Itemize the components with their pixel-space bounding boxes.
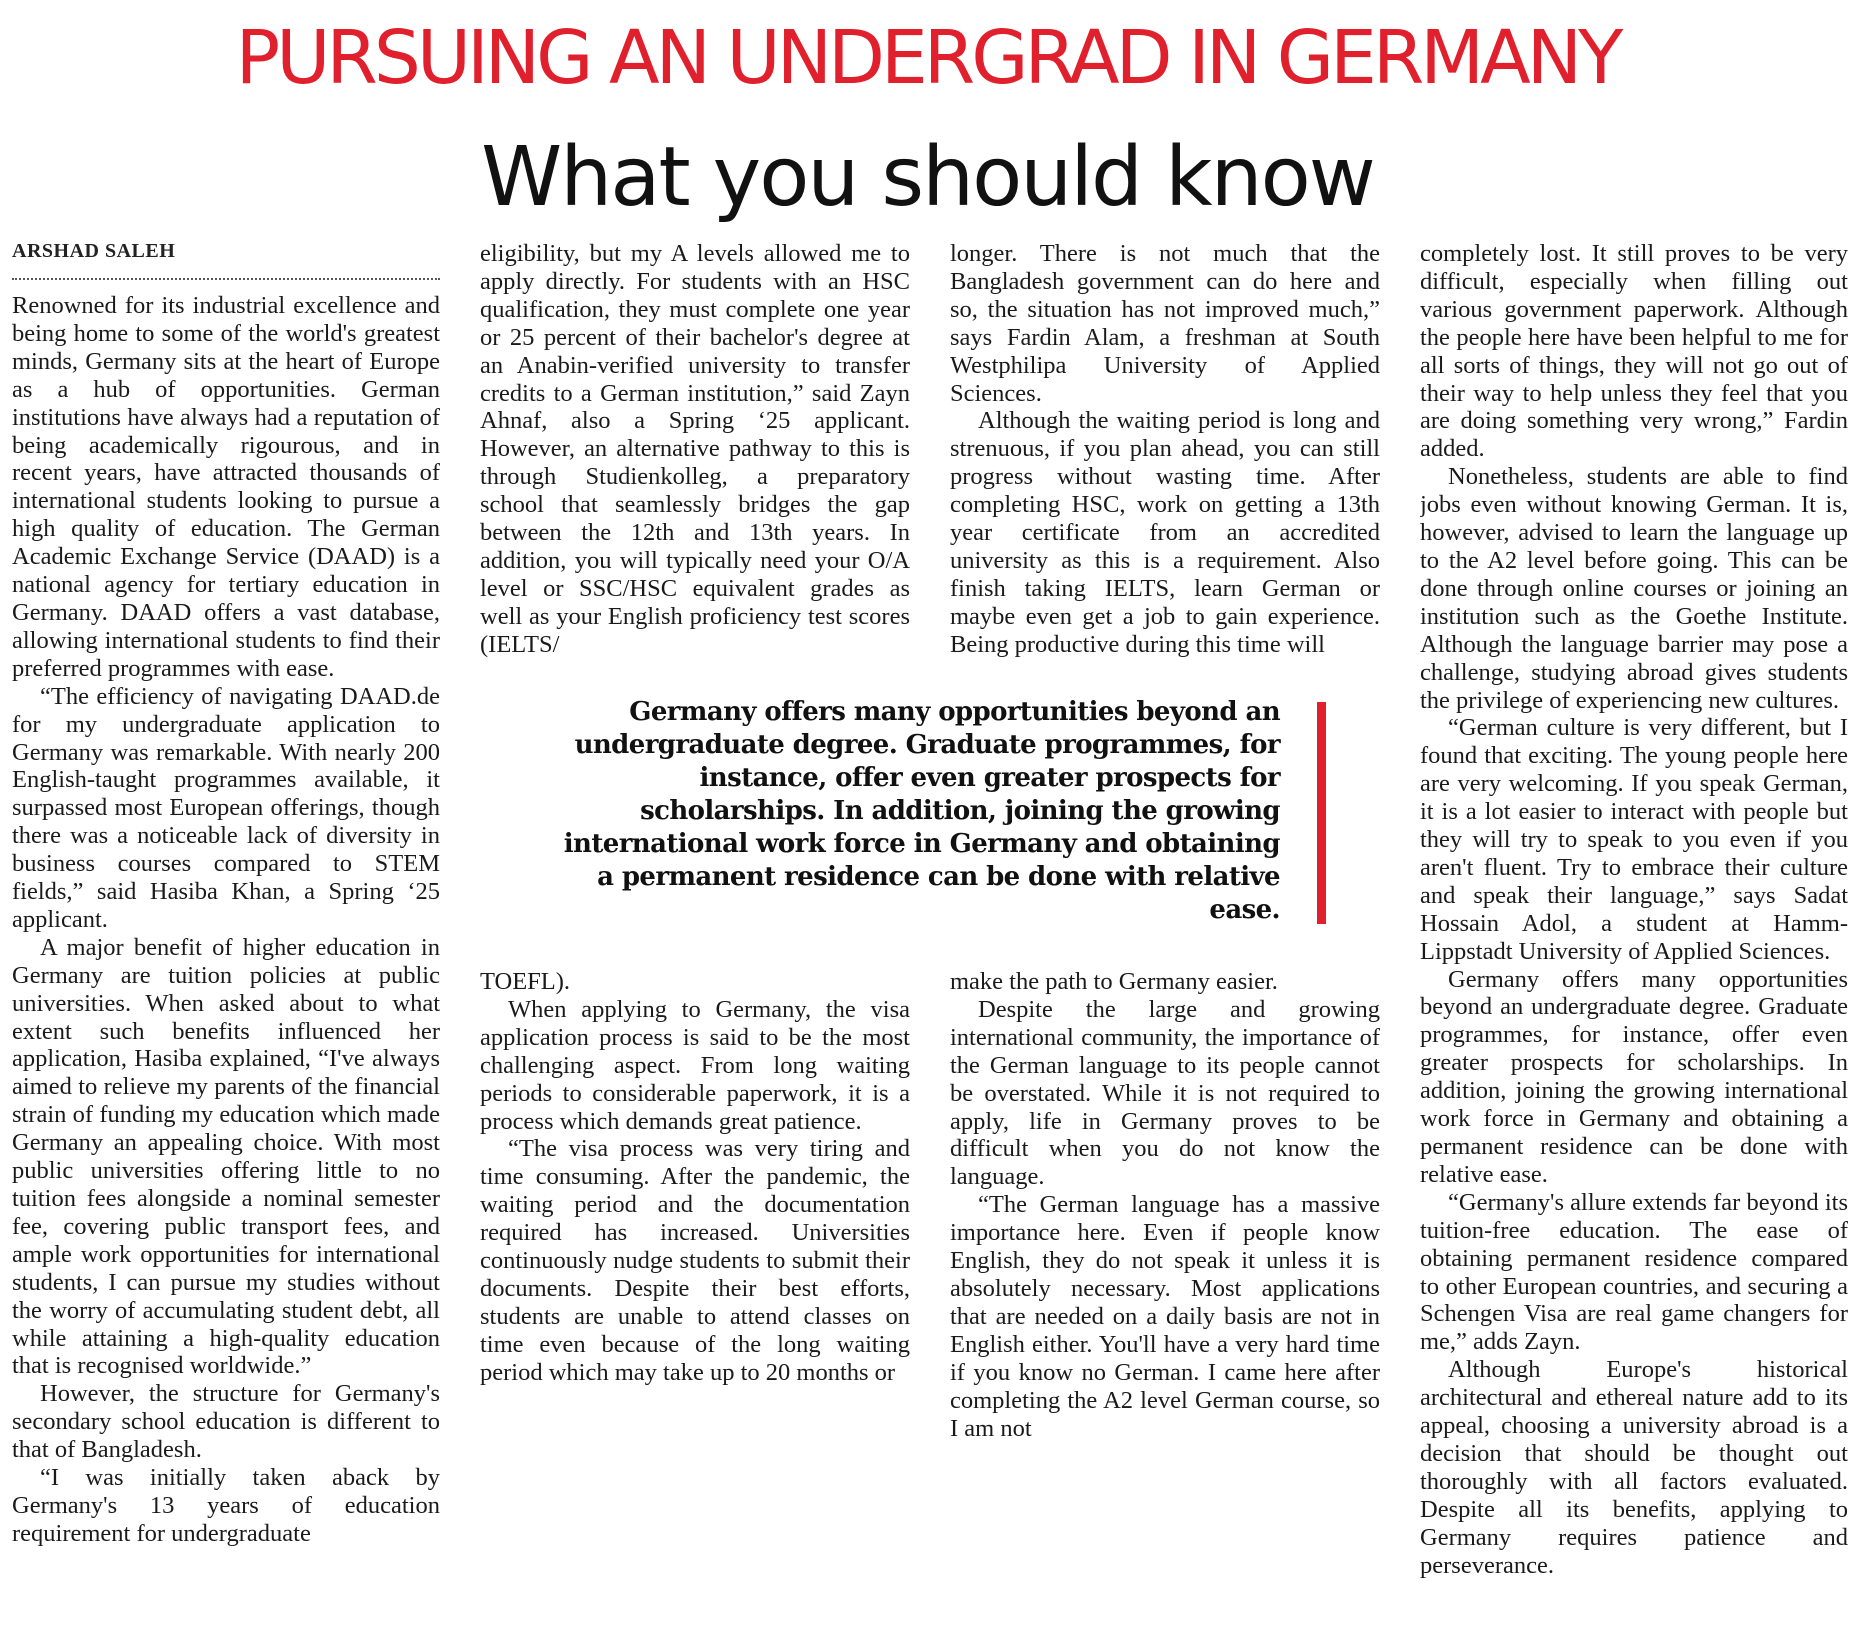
paragraph: “The efficiency of navigating DAAD.de for my undergraduate application to Germany was remarkable. With nearly 200 English-taught programmes available, it surpassed most European offerings, though there was a noticeable lack of diversity in business courses compared to STEM fields,” said Hasiba Khan, a Spring ‘25 applicant. xyxy=(12,682,440,933)
paragraph: A major benefit of higher education in Germany are tuition policies at public universities. When asked about to what extent such benefits influenced her application, Hasiba explained, “I've always aimed to relieve my parents of the financial strain of funding my education which made Germany an appealing choice. With most public universities offering little to no tuition fees alongside a nominal semester fee, covering public transport fees, and ample work opportunities for international students, I can pursue my studies without the worry of accumulating student debt, all while attaining a high-quality education that is recognised worldwide.” xyxy=(12,933,440,1380)
paragraph: completely lost. It still proves to be very difficult, especially when filling out various government paperwork. Although the people here have been helpful to me for all sorts of things, they will not go out of their way to help unless they feel that you are doing something very wrong,” Fardin added. xyxy=(1420,240,1848,463)
article-column-2-bottom xyxy=(480,968,910,1528)
paragraph: Although Europe's historical architectural and ethereal nature add to its appeal, choosing a university abroad is a decision that should be thought out thoroughly with all factors evaluated. Despite all its benefits, applying to Germany requires patience and perseverance. xyxy=(1420,1356,1848,1579)
article-column-1 xyxy=(12,292,440,1632)
paragraph: eligibility, but my A levels allowed me to apply directly. For students with an HSC qualification, they must complete one year or 25 percent of their bachelor's degree at an Anabin-verified university to transfer credits to a German institution,” said Zayn Ahnaf, also a Spring ‘25 applicant. However, an alternative pathway to this is through Studienkolleg, a preparatory school that seamlessly bridges the gap between the 12th and 13th years. In addition, you will typically need your O/A level or SSC/HSC equivalent grades as well as your English proficiency test scores (IELTS/ xyxy=(480,240,910,658)
article-column-4 xyxy=(1420,240,1848,1635)
pull-quote-accent-bar xyxy=(1317,702,1326,924)
pull-quote: Germany offers many opportunities beyond an undergraduate degree. Graduate programmes, for instance, offer even greater prospects for scholarships. In addition, joining the growing international work force in Germany and obtaining a permanent residence can be done with relative ease. xyxy=(563,697,1280,925)
paragraph: Nonetheless, students are able to find jobs even without knowing German. It is, however, advised to learn the language up to the A2 level before going. This can be done through online courses or joining an institution such as the Goethe Institute. Although the language barrier may pose a challenge, studying abroad gives students the privilege of experiencing new cultures. xyxy=(1420,463,1848,714)
paragraph: “German culture is very different, but I found that exciting. The young people here are very welcoming. If you speak German, it is a lot easier to interact with people but they will try to speak to you even if you aren't fluent. Try to embrace their culture and speak their language,” says Sadat Hossain Adol, a student at Hamm-Lippstadt University of Applied Sciences. xyxy=(1420,714,1848,965)
paragraph: “Germany's allure extends far beyond its tuition-free education. The ease of obtaining permanent residence compared to other European countries, and securing a Schengen Visa are real game changers for me,” adds Zayn. xyxy=(1420,1188,1848,1356)
paragraph: “The visa process was very tiring and time consuming. After the pandemic, the waiting period and the documentation required has increased. Universities continuously nudge students to submit their documents. Despite their best efforts, students are unable to attend classes on time even because of the long waiting period which may take up to 20 months or xyxy=(480,1135,910,1386)
paragraph: However, the structure for Germany's secondary school education is different to that of Bangladesh. xyxy=(12,1380,440,1464)
paragraph: Although the waiting period is long and strenuous, if you plan ahead, you can still progress without wasting time. After completing HSC, work on getting a 13th year certificate from an accredited university as this is a requirement. Also finish taking IELTS, learn German or maybe even get a job to gain experience. Being productive during this time will xyxy=(950,407,1380,658)
paragraph: “The German language has a massive importance here. Even if people know English, they do not speak it unless it is absolutely necessary. Most applications that are needed on a daily basis are not in English either. You'll have a very hard time if you know no German. I came here after completing the A2 level German course, so I am not xyxy=(950,1191,1380,1442)
article-kicker: PURSUING AN UNDERGRAD IN GERMANY xyxy=(235,15,1620,101)
paragraph: Germany offers many opportunities beyond an undergraduate degree. Graduate programmes, for instance, offer even greater prospects for scholarships. In addition, joining the growing international work force in Germany and obtaining a permanent residence can be done with relative ease. xyxy=(1420,965,1848,1188)
article-column-3-bottom xyxy=(950,968,1380,1498)
article-column-3-top xyxy=(950,240,1380,660)
byline-divider xyxy=(12,278,440,280)
paragraph: Despite the large and growing international community, the importance of the German language to its people cannot be overstated. While it is not required to apply, life in Germany proves to be difficult when you do not know the language. xyxy=(950,995,1380,1191)
paragraph: TOEFL). xyxy=(480,968,571,995)
paragraph: “I was initially taken aback by Germany's 13 years of education requirement for undergraduate xyxy=(12,1464,440,1547)
byline: ARSHAD SALEH xyxy=(12,240,176,262)
paragraph: longer. There is not much that the Bangladesh government can do here and so, the situation has not improved much,” says Fardin Alam, a freshman at South Westphilipa University of Applied Sciences. xyxy=(950,240,1380,407)
paragraph: Renowned for its industrial excellence and being home to some of the world's greatest minds, Germany sits at the heart of Europe as a hub of opportunities. German institutions have always had a reputation of being academically rigourous, and in recent years, have attracted thousands of international students looking to pursue a high quality of education. The German Academic Exchange Service (DAAD) is a national agency for tertiary education in Germany. DAAD offers a vast database, allowing international students to find their preferred programmes with ease. xyxy=(12,292,440,682)
article-column-2-top xyxy=(480,240,910,660)
article-headline: What you should know xyxy=(481,130,1374,225)
paragraph: When applying to Germany, the visa application process is said to be the most challenging aspect. From long waiting periods to considerable paperwork, it is a process which demands great patience. xyxy=(480,995,910,1135)
paragraph: make the path to Germany easier. xyxy=(950,968,1278,995)
